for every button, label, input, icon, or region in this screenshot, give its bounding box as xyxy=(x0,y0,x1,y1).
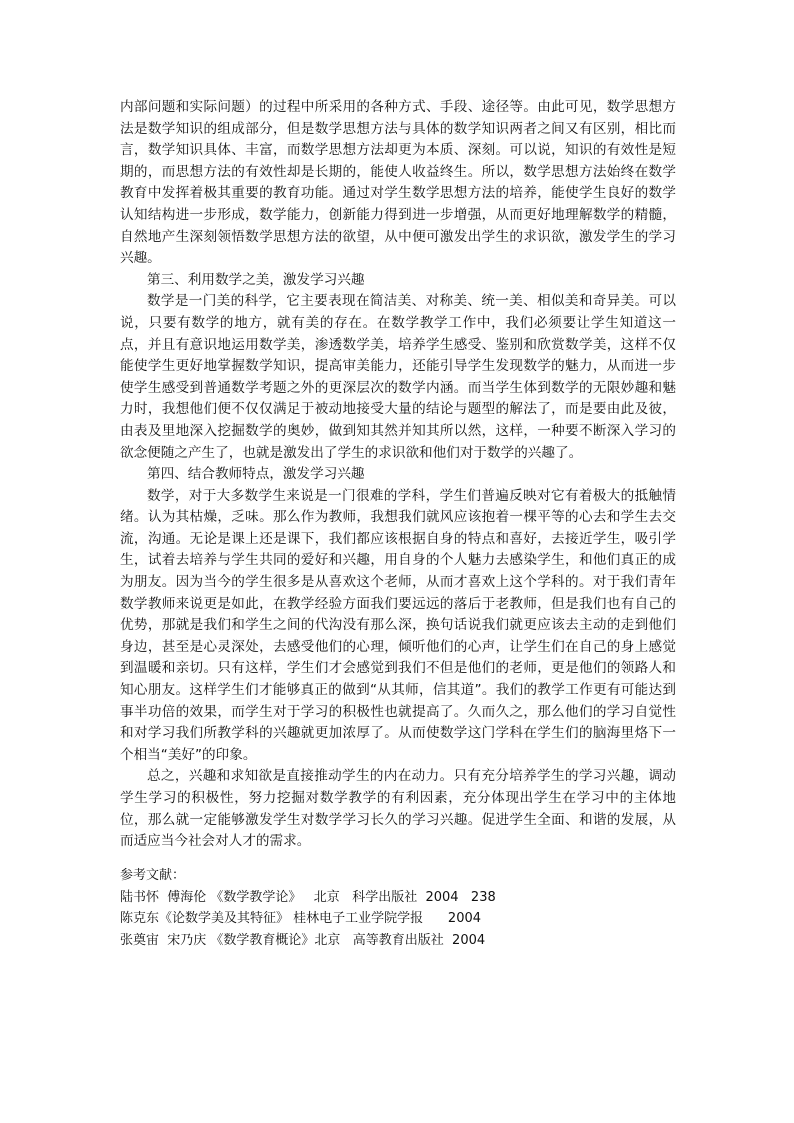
references-section xyxy=(120,865,720,951)
reference-item: 陆书怀 傅海伦 《数学教学论》 北京 科学出版社 2004 238 xyxy=(120,889,496,905)
paragraph-teacher-traits: 数学，对于大多数学生来说是一门很难的学科，学生们普遍反映对它有着极大的抵触情绪。认为其枯燥，乏味。那么作为教师，我想我们就风应该抱着一棵平等的心去和学生去交流，沟通。无论是课上还是课下，我们都应该根据自身的特点和喜好，去接近学生，吸引学生，试着去培养与学生共同的爱好和兴趣，用自身的个人魅力去感染学生，和他们真正的成为朋友。因为当今的学生很多是从喜欢这个老师，从而才喜欢上这个学科的。对于我们青年数学教师来说更是如此，在教学经验方面我们要远远的落后于老教师，但是我们也有自己的优势，那就是我们和学生之间的代沟没有那么深，换句话说我们就更应该去主动的走到他们身边，甚至是心灵深处，去感受他们的心理，倾听他们的心声，让学生们在自己的身上感觉到温暖和亲切。只有这样，学生们才会感觉到我们不但是他们的老师，更是他们的领路人和知心朋友。这样学生们才能够真正的做到“从其师，信其道”。我们的教学工作更有可能达到事半功倍的效果，而学生对于学习的积极性也就提高了。久而久之，那么他们的学习自觉性和对学习我们所教学科的兴趣就更加浓厚了。从而使数学这门学科在学生们的脑海里烙下一个相当“美好”的印象。 xyxy=(120,487,676,763)
section-heading-math-beauty: 第三、利用数学之美，激发学习兴趣 xyxy=(147,271,365,288)
references-title: 参考文献： xyxy=(120,868,186,883)
reference-item: 张奠宙 宋乃庆 《数学教育概论》北京 高等教育出版社 2004 xyxy=(120,932,486,948)
reference-item: 陈克东《论数学美及其特征》 桂林电子工业学院学报 2004 xyxy=(120,911,482,926)
paragraph-conclusion: 总之，兴趣和求知欲是直接推动学生的内在动力。只有充分培养学生的学习兴趣，调动学生学习的积极性，努力挖掘对数学教学的有利因素，充分体现出学生在学习中的主体地位，那么就一定能够激发学生对数学学习长久的学习兴趣。促进学生全面、和谐的发展，从而适应当今社会对人才的需求。 xyxy=(120,768,676,850)
section-heading-teacher-traits: 第四、结合教师特点，激发学习兴趣 xyxy=(147,466,365,483)
paragraph-math-beauty: 数学是一门美的科学，它主要表现在简洁美、对称美、统一美、相似美和奇异美。可以说，只要有数学的地方，就有美的存在。在数学教学工作中，我们必须要让学生知道这一点，并且有意识地运用数学美，渗透数学美，培养学生感受、鉴别和欣赏数学美，这样不仅能使学生更好地掌握数学知识，提高审美能力，还能引导学生发现数学的魅力，从而进一步使学生感受到普通数学考题之外的更深层次的数学内涵。而当学生体到数学的无限妙趣和魅力时，我想他们便不仅仅满足于被动地接受大量的结论与题型的解法了，而是要由此及彼，由表及里地深入挖掘数学的奥妙，做到知其然并知其所以然，这样，一种要不断深入学习的欲念便随之产生了，也就是激发出了学生的求识欲和他们对于数学的兴趣了。 xyxy=(120,293,676,461)
document-body xyxy=(120,97,676,853)
paragraph-math-thinking-methods: 内部问题和实际问题）的过程中所采用的各种方式、手段、途径等。由此可见，数学思想方法是数学知识的组成部分，但是数学思想方法与具体的数学知识两者之间又有区别，相比而言，数学知识具体、丰富，而数学思想方法却更为本质、深刻。可以说，知识的有效性是短期的，而思想方法的有效性却是长期的，能使人收益终生。所以，数学思想方法始终在数学教育中发挥着极其重要的教育功能。通过对学生数学思想方法的培养，能使学生良好的数学认知结构进一步形成，数学能力，创新能力得到进一步增强，从而更好地理解数学的精髓，自然地产生深刻领悟数学思想方法的欲望，从中便可激发出学生的求识欲，激发学生的学习兴趣。 xyxy=(120,99,676,267)
